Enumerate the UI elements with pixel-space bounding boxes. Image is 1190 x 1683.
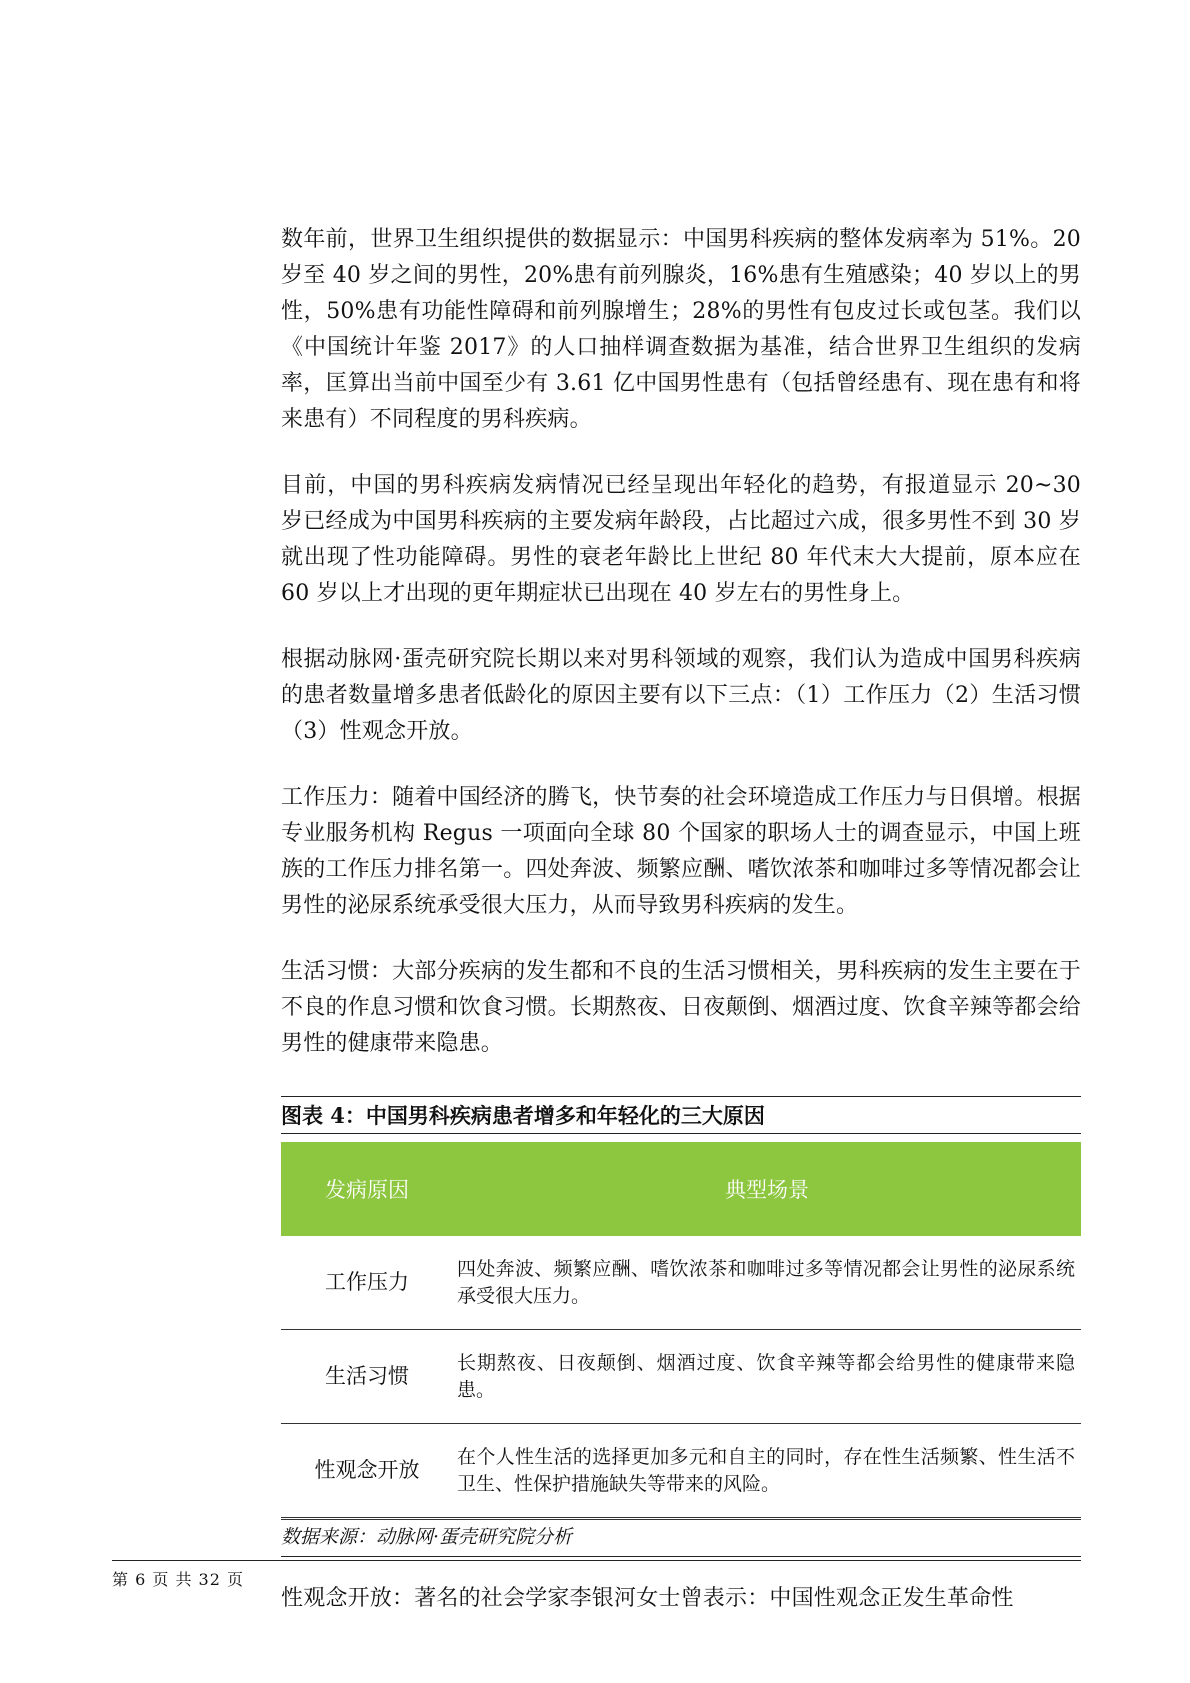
paragraph-work-pressure: 工作压力：随着中国经济的腾飞，快节奏的社会环境造成工作压力与日俱增。根据专业服务机构 Regus 一项面向全球 80 个国家的职场人士的调查显示，中国上班族的工作压力排名第一。四处奔波、频繁应酬、嗜饮浓茶和咖啡过多等情况都会让男性的泌尿系统承受很大压力，从而导致男科疾病的发生。 xyxy=(281,785,1081,918)
scene-cell: 在个人性生活的选择更加多元和自主的同时，存在性生活频繁、性生活不卫生、性保护措施缺失等带来的风险。 xyxy=(453,1424,1081,1519)
paragraph-lifestyle: 生活习惯：大部分疾病的发生都和不良的生活习惯相关，男科疾病的发生主要在于不良的作息习惯和饮食习惯。长期熬夜、日夜颠倒、烟酒过度、饮食辛辣等都会给男性的健康带来隐患。 xyxy=(281,959,1081,1056)
header-cause: 发病原因 xyxy=(281,1142,453,1236)
table-row xyxy=(281,1236,1081,1330)
cause-cell: 工作压力 xyxy=(281,1236,453,1330)
page-number: 第 6 页 共 32 页 xyxy=(112,1570,244,1589)
figure-source: 数据来源：动脉网·蛋壳研究院分析 xyxy=(281,1520,1081,1557)
header-scene: 典型场景 xyxy=(453,1142,1081,1236)
scene-cell: 四处奔波、频繁应酬、嗜饮浓茶和咖啡过多等情况都会让男性的泌尿系统承受很大压力。 xyxy=(453,1236,1081,1330)
paragraph-younger-trend: 目前，中国的男科疾病发病情况已经呈现出年轻化的趋势，有报道显示 20~30 岁已经成为中国男科疾病的主要发病年龄段，占比超过六成，很多男性不到 30 岁就出现了性功能障碍。男性的衰老年龄比上世纪 80 年代末大大提前，原本应在 60 岁以上才出现的更年期症状已出现在 40 岁左右的男性身上。 xyxy=(281,473,1081,606)
table-row xyxy=(281,1424,1081,1519)
cause-cell: 生活习惯 xyxy=(281,1330,453,1424)
paragraph-sexual-attitudes: 性观念开放：著名的社会学家李银河女士曾表示：中国性观念正发生革命性 xyxy=(281,1586,1014,1611)
figure-caption: 图表 4：中国男科疾病患者增多和年轻化的三大原因 xyxy=(281,1096,1081,1134)
paragraph-three-causes: 根据动脉网·蛋壳研究院长期以来对男科领域的观察，我们认为造成中国男科疾病的患者数量增多患者低龄化的原因主要有以下三点：（1）工作压力（2）生活习惯（3）性观念开放。 xyxy=(281,647,1081,744)
scene-cell: 长期熬夜、日夜颠倒、烟酒过度、饮食辛辣等都会给男性的健康带来隐患。 xyxy=(453,1330,1081,1424)
table-header-row xyxy=(281,1142,1081,1236)
page-footer xyxy=(112,1560,1081,1590)
causes-table xyxy=(281,1142,1081,1520)
cause-cell: 性观念开放 xyxy=(281,1424,453,1519)
paragraph-prevalence: 数年前，世界卫生组织提供的数据显示：中国男科疾病的整体发病率为 51%。20 岁至 40 岁之间的男性，20%患有前列腺炎，16%患有生殖感染；40 岁以上的男性，50%患有功能性障碍和前列腺增生；28%的男性有包皮过长或包茎。我们以《中国统计年鉴 2017》的人口抽样调查数据为基准，结合世界卫生组织的发病率，匡算出当前中国至少有 3.61 亿中国男性患有（包括曾经患有、现在患有和将来患有）不同程度的男科疾病。 xyxy=(281,227,1081,432)
document-body xyxy=(281,222,1081,1647)
table-row xyxy=(281,1330,1081,1424)
